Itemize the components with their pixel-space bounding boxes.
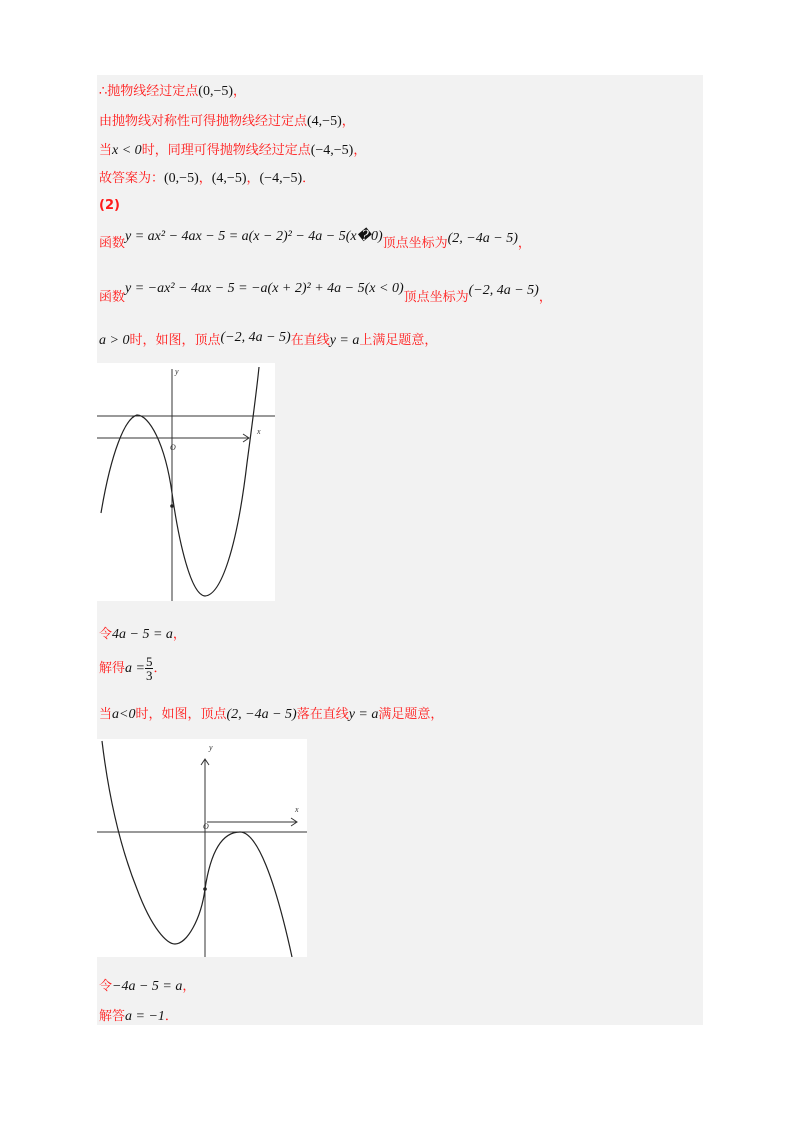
y-axis-label: y [175, 367, 179, 376]
text: ， [538, 290, 552, 305]
math-vertex: (−2, 4a − 5) [468, 283, 539, 298]
case-positive-line [99, 329, 437, 349]
math-point: (4,−5) [307, 114, 342, 129]
text: 故答案为： [99, 171, 165, 186]
text: 解得 [99, 661, 126, 676]
math-vertex: (2, −4a − 5) [226, 707, 297, 722]
text: 当 [99, 143, 113, 158]
text: 满足题意， [378, 707, 444, 722]
math-point: (4,−5) [211, 171, 247, 186]
text: 顶点坐标为 [403, 290, 469, 305]
equation-line-1 [99, 623, 186, 643]
text: 在直线 [290, 333, 330, 348]
text: 上满足题意， [359, 333, 438, 348]
origin-label: O [170, 443, 176, 452]
y-intercept-point [203, 887, 207, 891]
equation-line-2 [99, 975, 195, 995]
text: 当 [99, 707, 113, 722]
graph-figure-1 [97, 363, 275, 601]
fixed-point-line-2 [99, 110, 355, 130]
solution-line-1 [99, 655, 166, 682]
math-point: (0,−5) [164, 171, 199, 186]
x-axis-label: x [295, 805, 299, 814]
text: 时，同理可得抛物线经过定点 [141, 143, 311, 158]
y-intercept-point [170, 504, 174, 508]
math-equation: −4a − 5 = a [112, 979, 183, 994]
curve [101, 367, 259, 596]
math-condition: a<0 [112, 707, 136, 722]
math-condition: a > 0 [99, 333, 130, 348]
math-function: y = ax² − 4ax − 5 = a(x − 2)² − 4a − 5(x�0) [125, 229, 383, 244]
text: ， [517, 236, 531, 251]
y-axis-label: y [209, 743, 213, 752]
graph-1-svg [97, 363, 275, 601]
text: 由抛物线对称性可得抛物线经过定点 [99, 114, 308, 129]
text: ， [233, 84, 247, 99]
math-vertex: (2, −4a − 5) [447, 231, 518, 246]
text: ． [153, 661, 167, 676]
text: 时，如图，顶点 [129, 333, 221, 348]
text: ． [302, 171, 316, 186]
text: ∴抛物线经过定点 [99, 84, 199, 99]
text: 令 [99, 627, 113, 642]
math-line: y = a [329, 333, 360, 348]
math-point: (−4,−5) [259, 171, 303, 186]
text: ， [246, 171, 260, 186]
text: 落在直线 [296, 707, 349, 722]
solution-line-2 [99, 1005, 178, 1025]
text: ， [182, 979, 196, 994]
graph-figure-2 [97, 739, 307, 957]
graph-2-svg [97, 739, 307, 957]
math-condition: x < 0 [112, 143, 142, 158]
math-variable: a = [125, 661, 145, 676]
text: ， [341, 114, 355, 129]
function-line-2 [99, 281, 552, 306]
math-equation: 4a − 5 = a [112, 627, 173, 642]
text: 令 [99, 979, 113, 994]
math-solution: a = −1 [125, 1009, 165, 1024]
math-point: (−4,−5) [310, 143, 354, 158]
case-negative-line [99, 703, 443, 723]
text: 顶点坐标为 [382, 236, 448, 251]
text: ， [172, 627, 186, 642]
math-function: y = −ax² − 4ax − 5 = −a(x + 2)² + 4a − 5(x < 0) [125, 281, 404, 296]
answer-line [99, 167, 315, 187]
fraction-numerator: 5 [145, 654, 153, 669]
function-line-1 [99, 229, 531, 252]
x-axis-label: x [257, 427, 261, 436]
text: 函数 [99, 290, 126, 305]
text: 时，如图，顶点 [135, 707, 227, 722]
fraction-denominator: 3 [145, 668, 153, 683]
math-vertex: (−2, 4a − 5) [220, 330, 291, 345]
math-point: (0,−5) [198, 84, 234, 99]
text: 解答 [99, 1009, 126, 1024]
part-2-label: (2) [99, 198, 120, 213]
text: ． [164, 1009, 178, 1024]
text: ， [198, 171, 212, 186]
math-line: y = a [348, 707, 379, 722]
origin-label: O [203, 822, 209, 831]
text: 函数 [99, 236, 126, 251]
curve [102, 741, 292, 957]
text: ， [353, 143, 367, 158]
fixed-point-line-3 [99, 139, 366, 159]
fixed-point-line-1 [99, 80, 246, 100]
